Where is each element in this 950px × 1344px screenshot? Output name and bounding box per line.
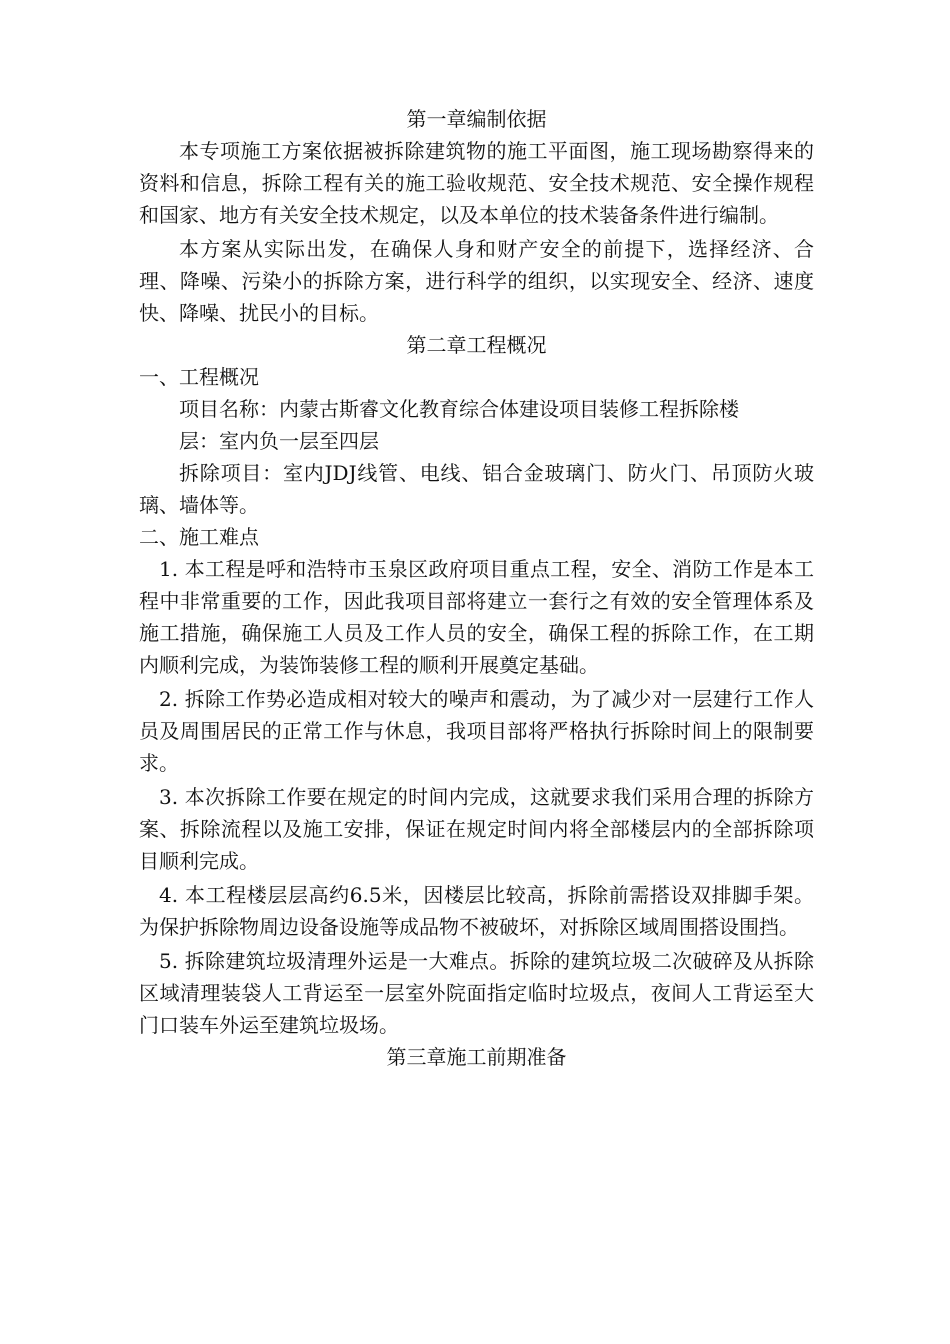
chapter-2-title: 第二章工程概况 bbox=[406, 333, 547, 357]
difficulty-item: 4. 本工程楼层层高约6.5米，因楼层比较高，拆除前需搭设双排脚手架。为保护拆除物周边设备设施等成品物不被破坏，对拆除区域周围搭设围挡。 bbox=[139, 883, 814, 939]
difficulty-item: 2. 拆除工作势必造成相对较大的噪声和震动，为了减少对一层建行工作人员及周围居民的正常工作与休息，我项目部将严格执行拆除时间上的限制要求。 bbox=[139, 687, 814, 775]
project-name-line: 项目名称：内蒙古斯睿文化教育综合体建设项目装修工程拆除楼 bbox=[179, 397, 739, 421]
chapter-1-paragraph: 本方案从实际出发，在确保人身和财产安全的前提下，选择经济、合理、降噪、污染小的拆除方案，进行科学的组织，以实现安全、经济、速度快、降噪、扰民小的目标。 bbox=[139, 237, 814, 325]
chapter-1-paragraph: 本专项施工方案依据被拆除建筑物的施工平面图，施工现场勘察得来的资料和信息，拆除工程有关的施工验收规范、安全技术规范、安全操作规程和国家、地方有关安全技术规定，以及本单位的技术装备条件进行编制。 bbox=[139, 139, 814, 227]
chapter-3-title: 第三章施工前期准备 bbox=[386, 1045, 567, 1069]
difficulty-item: 1. 本工程是呼和浩特市玉泉区政府项目重点工程，安全、消防工作是本工程中非常重要的工作，因此我项目部将建立一套行之有效的安全管理体系及施工措施，确保施工人员及工作人员的安全，确保工程的拆除工作，在工期内顺利完成，为装饰装修工程的顺利开展奠定基础。 bbox=[139, 557, 814, 677]
demolition-items: 拆除项目：室内JDJ线管、电线、铝合金玻璃门、防火门、吊顶防火玻璃、墙体等。 bbox=[139, 461, 814, 517]
difficulty-item: 3. 本次拆除工作要在规定的时间内完成，这就要求我们采用合理的拆除方案、拆除流程以及施工安排，保证在规定时间内将全部楼层内的全部拆除项目顺利完成。 bbox=[139, 785, 814, 873]
chapter-1-title: 第一章编制依据 bbox=[406, 107, 547, 131]
section-heading: 一、工程概况 bbox=[139, 365, 259, 389]
section-heading: 二、施工难点 bbox=[139, 525, 259, 549]
floors-line: 层：室内负一层至四层 bbox=[179, 429, 379, 453]
difficulty-item: 5. 拆除建筑垃圾清理外运是一大难点。拆除的建筑垃圾二次破碎及从拆除区域清理装袋人工背运至一层室外院面指定临时垃圾点，夜间人工背运至大门口装车外运至建筑垃圾场。 bbox=[139, 949, 814, 1037]
document-body bbox=[139, 103, 814, 1073]
